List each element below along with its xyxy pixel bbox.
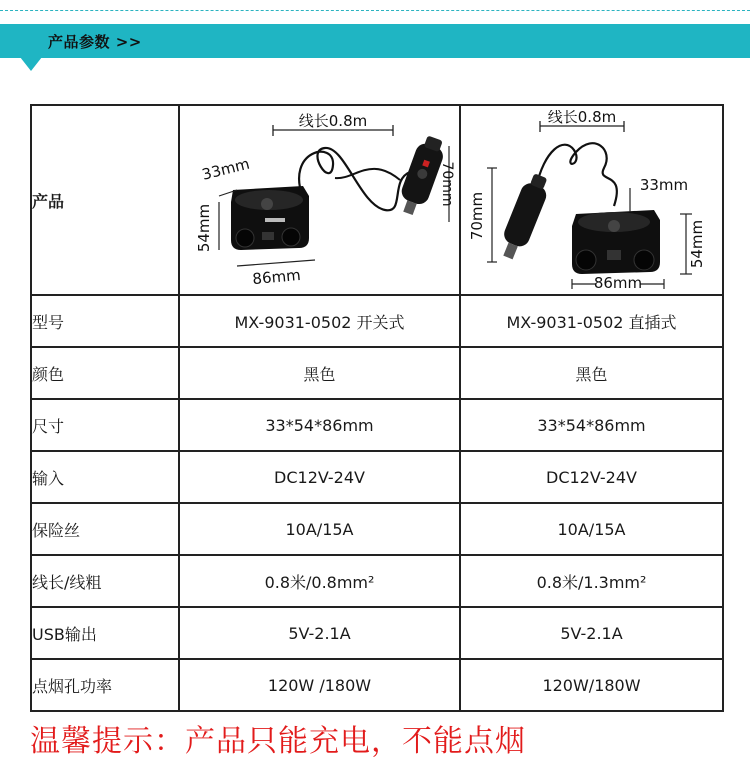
plug-height-label: 70mm <box>438 161 455 207</box>
height-label: 33mm <box>199 154 251 184</box>
row-label: 型号 <box>31 295 179 347</box>
row-value-1: 0.8米/0.8mm² <box>179 555 460 607</box>
table-row <box>31 503 723 555</box>
row-value-2: 5V-2.1A <box>460 607 723 659</box>
side-label: 54mm <box>194 203 213 253</box>
table-row <box>31 607 723 659</box>
row-value-2: 120W/180W <box>460 659 723 711</box>
row-value-2: 33*54*86mm <box>460 399 723 451</box>
row-label: USB输出 <box>31 607 179 659</box>
row-value-1: 10A/15A <box>179 503 460 555</box>
row-value-2: DC12V-24V <box>460 451 723 503</box>
row-label: 颜色 <box>31 347 179 399</box>
table-row <box>31 555 723 607</box>
plug-height-label-2: 70mm <box>468 191 486 241</box>
table-row <box>31 105 723 295</box>
table-row <box>31 659 723 711</box>
row-value-1: MX-9031-0502 开关式 <box>179 295 460 347</box>
product-label: 产品 <box>31 105 179 295</box>
row-value-1: 120W /180W <box>179 659 460 711</box>
row-label: 尺寸 <box>31 399 179 451</box>
row-value-2: 10A/15A <box>460 503 723 555</box>
row-value-2: MX-9031-0502 直插式 <box>460 295 723 347</box>
row-label: 点烟孔功率 <box>31 659 179 711</box>
product-photo-switch <box>185 110 455 290</box>
spec-table <box>30 104 724 712</box>
row-value-1: DC12V-24V <box>179 451 460 503</box>
row-value-1: 5V-2.1A <box>179 607 460 659</box>
banner-notch <box>20 57 42 71</box>
height-label-2: 33mm <box>639 176 689 194</box>
top-dashed-line <box>0 10 750 11</box>
cable-length-label-2: 线长0.8m <box>547 110 617 126</box>
table-row <box>31 399 723 451</box>
table-row <box>31 451 723 503</box>
width-label: 86mm <box>251 265 301 289</box>
row-value-2: 黑色 <box>460 347 723 399</box>
table-row <box>31 295 723 347</box>
cable-length-label: 线长0.8m <box>298 112 367 130</box>
width-label-2: 86mm <box>593 274 643 290</box>
product-photo-direct <box>464 110 719 290</box>
row-value-2: 0.8米/1.3mm² <box>460 555 723 607</box>
warning-note: 温馨提示：产品只能充电，不能点烟 <box>30 724 526 759</box>
table-row <box>31 347 723 399</box>
product-image-switch <box>179 105 460 295</box>
row-label: 线长/线粗 <box>31 555 179 607</box>
row-value-1: 黑色 <box>179 347 460 399</box>
row-label: 保险丝 <box>31 503 179 555</box>
side-label-2: 54mm <box>688 219 706 269</box>
section-title: 产品参数 >> <box>48 33 142 51</box>
product-image-direct <box>460 105 723 295</box>
row-label: 输入 <box>31 451 179 503</box>
row-value-1: 33*54*86mm <box>179 399 460 451</box>
